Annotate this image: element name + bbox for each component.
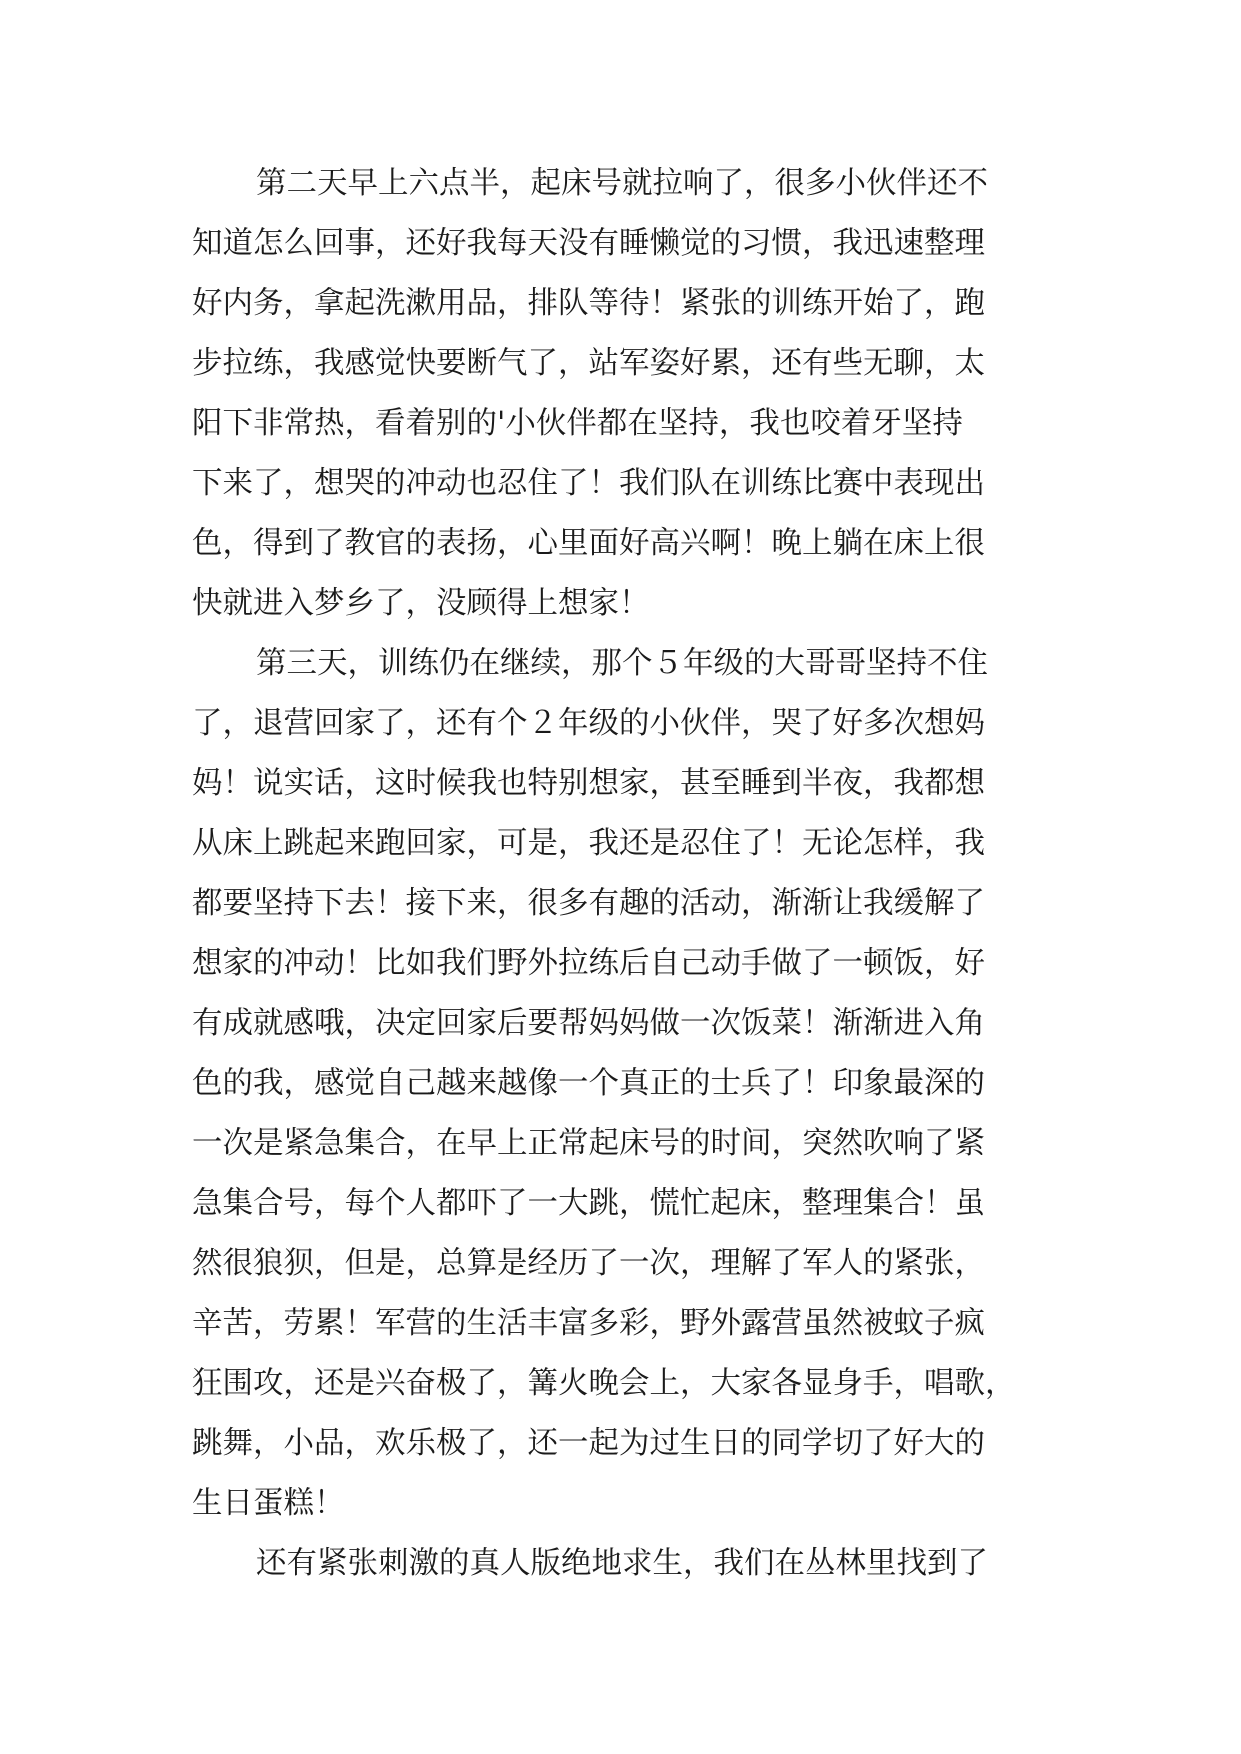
text-line: 一次是紧急集合，在早上正常起床号的时间，突然吹响了紧: [192, 1126, 985, 1161]
text-line: 快就进入梦乡了，没顾得上想家！: [192, 586, 650, 621]
text-line: 知道怎么回事，还好我每天没有睡懒觉的习惯，我迅速整理: [192, 226, 985, 261]
text-line: 阳下非常热，看着别的'小伙伴都在坚持，我也咬着牙坚持: [192, 406, 963, 441]
text-line: 都要坚持下去！接下来，很多有趣的活动，渐渐让我缓解了: [192, 886, 985, 921]
text-line: 下来了，想哭的冲动也忍住了！我们队在训练比赛中表现出: [192, 466, 985, 501]
text-line: 好内务，拿起洗漱用品，排队等待！紧张的训练开始了，跑: [192, 286, 985, 321]
text-line: 有成就感哦，决定回家后要帮妈妈做一次饭菜！渐渐进入角: [192, 1006, 985, 1041]
text-line: 生日蛋糕！: [192, 1486, 345, 1521]
text-line: 从床上跳起来跑回家，可是，我还是忍住了！无论怎样，我: [192, 826, 985, 861]
text-line: 了，退营回家了，还有个２年级的小伙伴，哭了好多次想妈: [192, 706, 985, 741]
text-line: 狂围攻，还是兴奋极了，篝火晚会上，大家各显身手，唱歌，: [192, 1366, 1016, 1401]
text-line: 辛苦，劳累！军营的生活丰富多彩，野外露营虽然被蚊子疯: [192, 1306, 985, 1341]
text-line: 然很狼狈，但是，总算是经历了一次，理解了军人的紧张，: [192, 1246, 985, 1281]
text-line: 第三天，训练仍在继续，那个５年级的大哥哥坚持不住: [256, 646, 988, 681]
text-line: 第二天早上六点半，起床号就拉响了，很多小伙伴还不: [256, 166, 988, 201]
text-line: 想家的冲动！比如我们野外拉练后自己动手做了一顿饭，好: [192, 946, 985, 981]
text-line: 步拉练，我感觉快要断气了，站军姿好累，还有些无聊，太: [192, 346, 985, 381]
text-line: 妈！说实话，这时候我也特别想家，甚至睡到半夜，我都想: [192, 766, 985, 801]
text-line: 跳舞，小品，欢乐极了，还一起为过生日的同学切了好大的: [192, 1426, 985, 1461]
text-line: 色的我，感觉自己越来越像一个真正的士兵了！印象最深的: [192, 1066, 985, 1101]
text-line: 急集合号，每个人都吓了一大跳，慌忙起床，整理集合！虽: [192, 1186, 985, 1221]
text-line: 色，得到了教官的表扬，心里面好高兴啊！晚上躺在床上很: [192, 526, 985, 561]
text-line: 还有紧张刺激的真人版绝地求生，我们在丛林里找到了: [256, 1546, 988, 1581]
